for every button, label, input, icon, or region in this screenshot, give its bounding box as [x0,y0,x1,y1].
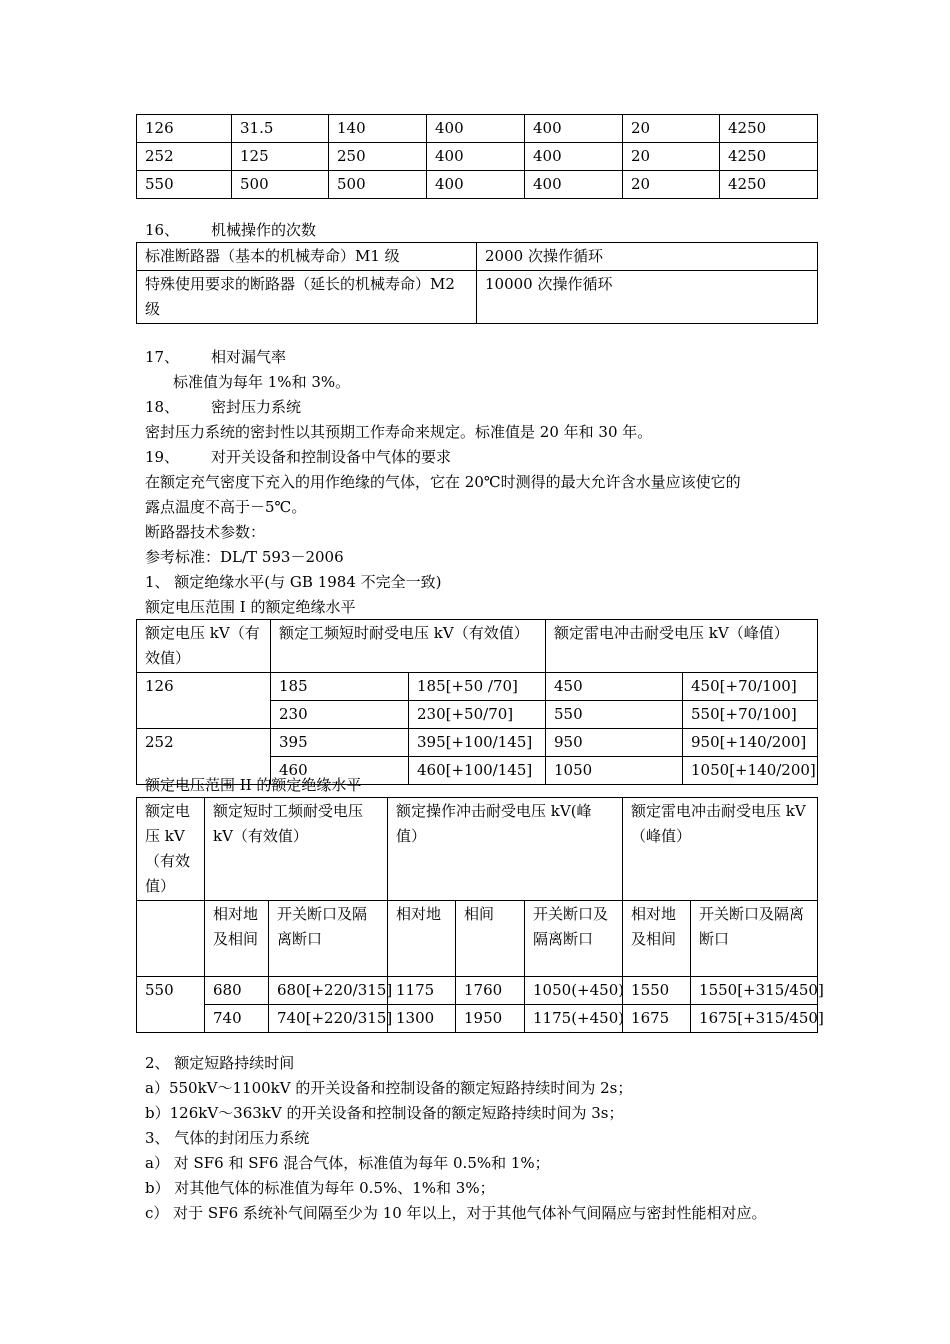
table-row [137,171,818,199]
table-cell: 395 [271,729,409,757]
header-cell: 额定操作冲击耐受电压 kV(峰值） [388,798,623,901]
table-cell: 1300 [388,1005,456,1033]
section-17-heading [145,345,286,370]
header-cell: 开关断口及隔离断口 [525,901,623,977]
table-header-row [137,798,818,901]
header-cell: 额定电压 kV（有效值） [137,798,205,901]
table-cell: 20 [623,171,720,199]
table-cell: 140 [329,115,427,143]
table-row [137,271,818,324]
header-cell: 相对地及相间 [623,901,691,977]
item-3c: c） 对于 SF6 系统补气间隔至少为 10 年以上，对于其他气体补气间隔应与密封性能相对应。 [145,1204,767,1222]
table-cell: 400 [427,171,525,199]
header-cell: 额定雷电冲击耐受电压 kV（峰值） [623,798,818,901]
table-cell: 126 [137,115,232,143]
item-1-heading: 1、 额定绝缘水平(与 GB 1984 不完全一致) [145,573,442,591]
section-title: 机械操作的次数 [211,221,317,239]
paragraph: 露点温度不高于－5℃。 [145,498,307,516]
table-cell: 250 [329,143,427,171]
table-cell: 1950 [456,1005,525,1033]
table-cell: 400 [427,143,525,171]
table-cell: 标准断路器（基本的机械寿命）M1 级 [137,243,477,271]
table-cell: 950 [546,729,683,757]
table-cell: 400 [525,171,623,199]
range2-table [136,797,824,1033]
table-cell: 4250 [720,115,818,143]
table-cell: 1760 [456,977,525,1005]
table-row [137,115,818,143]
table-header-row [137,620,818,673]
table-cell: 550[+70/100] [683,701,818,729]
table-subheader-row [137,901,818,977]
table-cell: 950[+140/200] [683,729,818,757]
paragraph: 密封压力系统的密封性以其预期工作寿命来规定。标准值是 20 年和 30 年。 [145,423,653,441]
paragraph: 在额定充气密度下充入的用作绝缘的气体，它在 20℃时测得的最大允许含水量应该使它的 [145,473,741,491]
table-row [137,243,818,271]
table-cell: 252 [137,143,232,171]
header-cell: 额定雷电冲击耐受电压 kV（峰值） [546,620,818,673]
section-16-heading [145,218,316,243]
table-cell: 450[+70/100] [683,673,818,701]
table-cell: 1050(+450) [525,977,623,1005]
table-cell: 1675 [623,1005,691,1033]
table-cell: 185[+50 /70] [409,673,546,701]
table-cell: 31.5 [232,115,329,143]
header-cell: 开关断口及隔离断口 [691,901,818,977]
table-cell: 400 [525,143,623,171]
breaker-params-title: 断路器技术参数： [145,523,266,541]
table-cell: 185 [271,673,409,701]
table-cell: 500 [232,171,329,199]
paragraph: 标准值为每年 1%和 3%。 [173,373,351,391]
table-cell: 2000 次操作循环 [477,243,818,271]
table-row [137,729,818,757]
section-number: 18、 [145,398,180,416]
table-cell: 1050 [546,757,683,785]
table-cell: 740 [205,1005,269,1033]
section-title: 相对漏气率 [211,348,287,366]
header-cell [137,901,205,977]
table-cell: 特殊使用要求的断路器（延长的机械寿命）M2 级 [137,271,477,324]
header-cell: 额定工频短时耐受电压 kV（有效值） [271,620,546,673]
section-19-heading [145,445,451,470]
table-cell: 1675[+315/450] [691,1005,818,1033]
header-cell: 相对地 [388,901,456,977]
table-cell: 400 [525,115,623,143]
header-cell: 额定短时工频耐受电压 kV（有效值） [205,798,388,901]
item-2b: b）126kV～363kV 的开关设备和控制设备的额定短路持续时间为 3s； [145,1104,624,1122]
item-2-heading: 2、 额定短路持续时间 [145,1054,295,1072]
table-cell: 10000 次操作循环 [477,271,818,324]
table-row [137,1005,818,1033]
table-cell: 550 [137,977,205,1033]
table-cell: 230 [271,701,409,729]
section-title: 对开关设备和控制设备中气体的要求 [211,448,452,466]
header-cell: 相对地及相间 [205,901,269,977]
header-cell: 额定电压 kV（有效值） [137,620,271,673]
table-cell: 395[+100/145] [409,729,546,757]
table-row [137,673,818,701]
table-cell: 550 [546,701,683,729]
table-cell: 230[+50/70] [409,701,546,729]
section-number: 19、 [145,448,180,466]
header-cell: 相间 [456,901,525,977]
table-cell: 450 [546,673,683,701]
table-cell: 1050[+140/200] [683,757,818,785]
table-cell: 1550 [623,977,691,1005]
table-cell: 680 [205,977,269,1005]
table-row [137,143,818,171]
section-18-heading [145,395,301,420]
table-cell: 500 [329,171,427,199]
top-table [136,114,818,199]
table-cell: 20 [623,115,720,143]
table-cell: 125 [232,143,329,171]
section-number: 17、 [145,348,180,366]
table-cell: 1175 [388,977,456,1005]
table-cell: 460 [271,757,409,785]
table-cell: 20 [623,143,720,171]
item-3a: a） 对 SF6 和 SF6 混合气体，标准值为每年 0.5%和 1%； [145,1154,550,1172]
table-cell: 4250 [720,171,818,199]
section-number: 16、 [145,221,180,239]
table-cell: 740[+220/315] [269,1005,388,1033]
table-cell: 460[+100/145] [409,757,546,785]
table-cell: 252 [137,729,271,785]
table-cell: 550 [137,171,232,199]
range2-caption: 额定电压范围 II 的额定绝缘水平 [145,776,362,794]
item-3b: b） 对其他气体的标准值为每年 0.5%、1%和 3%； [145,1179,495,1197]
range1-table [136,619,818,785]
section-title: 密封压力系统 [211,398,302,416]
mechanical-ops-table [136,242,818,324]
table-cell: 126 [137,673,271,729]
table-row [137,977,818,1005]
table-cell: 1550[+315/450] [691,977,818,1005]
table-cell: 680[+220/315] [269,977,388,1005]
item-3-heading: 3、 气体的封闭压力系统 [145,1129,310,1147]
reference-standard: 参考标准：DL/T 593－2006 [145,548,344,566]
item-2a: a）550kV～1100kV 的开关设备和控制设备的额定短路持续时间为 2s； [145,1079,633,1097]
table-cell: 1175(+450) [525,1005,623,1033]
table-cell: 4250 [720,143,818,171]
range1-caption: 额定电压范围 I 的额定绝缘水平 [145,598,356,616]
table-cell: 400 [427,115,525,143]
header-cell: 开关断口及隔离断口 [269,901,388,977]
